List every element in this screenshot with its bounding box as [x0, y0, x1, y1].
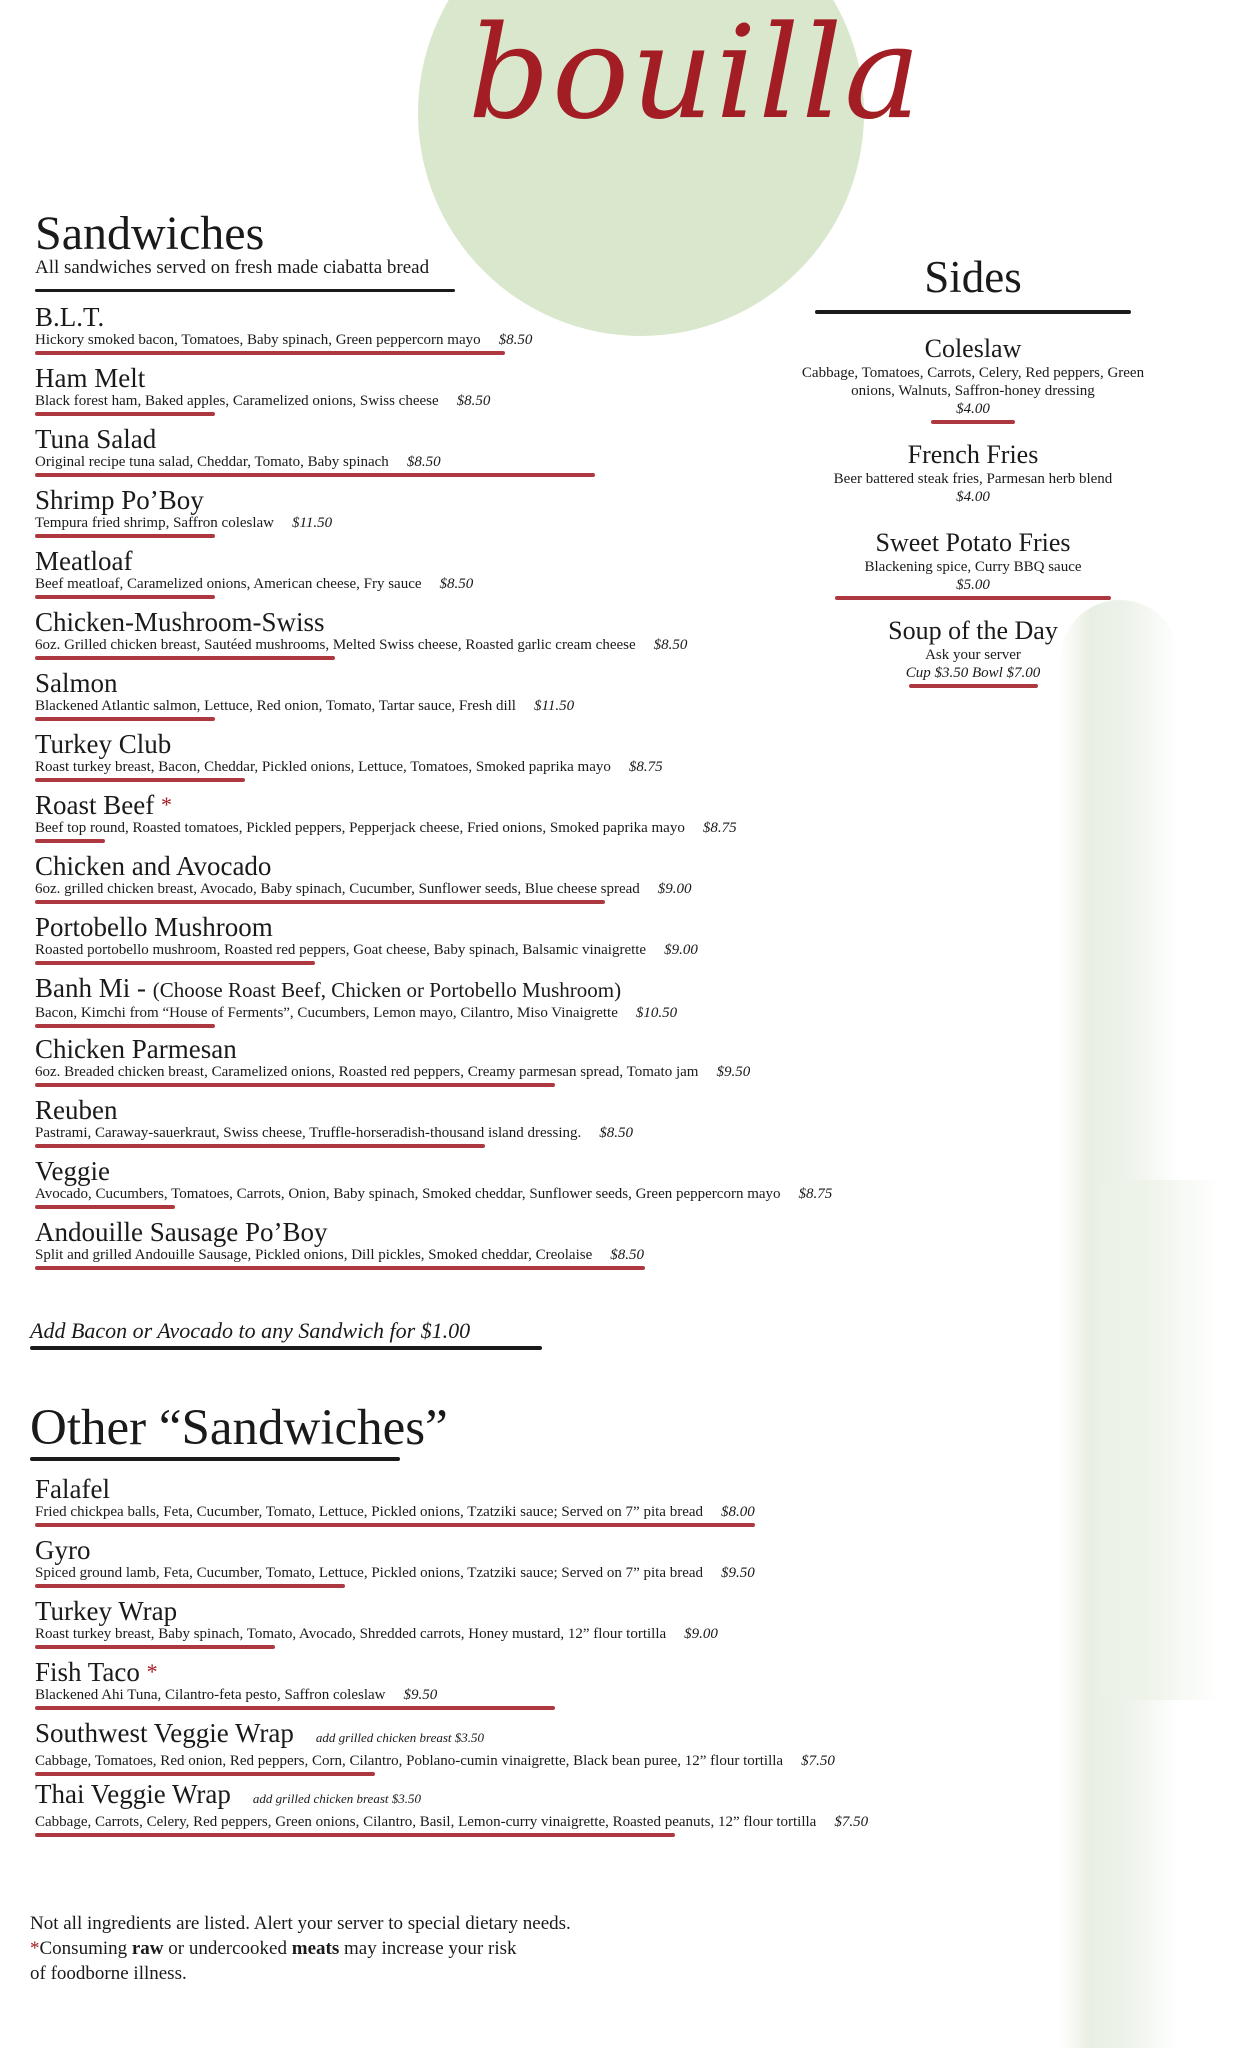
item-price: $8.00: [721, 1504, 755, 1520]
item-name-line: [35, 1657, 1035, 1687]
menu-item: [35, 851, 1035, 912]
item-description-line: [35, 942, 1035, 959]
dietary-note-line: Not all ingredients are listed. Alert your server to special dietary needs.: [30, 1913, 571, 1934]
sandwiches-title: Sandwiches: [35, 207, 265, 260]
item-description: Hickory smoked bacon, Tomatoes, Baby spinach, Green peppercorn mayo: [35, 332, 481, 348]
item-description-line: [35, 1626, 1035, 1643]
side-underline: [931, 420, 1015, 424]
sides-section: [800, 252, 1146, 704]
item-description: Roast turkey breast, Baby spinach, Tomato, Avocado, Shredded carrots, Honey mustard, 12” flour tortilla: [35, 1626, 667, 1642]
sandwiches-subtitle: All sandwiches served on fresh made ciabatta bread: [35, 257, 430, 278]
item-description: Beef meatloaf, Caramelized onions, American cheese, Fry sauce: [35, 576, 422, 592]
item-description-line: [35, 1186, 1035, 1203]
item-price: $8.75: [628, 759, 663, 775]
item-underline: [35, 1645, 275, 1649]
menu-item: [35, 1718, 1035, 1779]
sides-title: Sides: [924, 252, 1022, 302]
item-choice: (Choose Roast Beef, Chicken or Portobello Mushroom): [152, 978, 622, 1002]
item-price: $11.50: [292, 515, 333, 531]
side-item: [800, 334, 1146, 424]
divider: [30, 1457, 400, 1461]
item-name: Gyro: [35, 1535, 91, 1565]
item-underline: [35, 1772, 375, 1776]
item-name: Southwest Veggie Wrap: [35, 1718, 294, 1748]
item-description-line: [35, 1064, 1035, 1081]
item-description: Tempura fried shrimp, Saffron coleslaw: [35, 515, 275, 531]
item-name-line: [35, 1095, 1035, 1125]
item-description: Blackened Ahi Tuna, Cilantro-feta pesto, Saffron coleslaw: [35, 1687, 386, 1703]
side-price: $4.00: [956, 401, 990, 417]
item-underline: [35, 961, 315, 965]
item-underline: [35, 1024, 215, 1028]
menu-item: [35, 973, 1035, 1034]
item-name: Chicken and Avocado: [35, 851, 272, 881]
side-description: Ask your server: [925, 647, 1021, 663]
item-name-line: [35, 1217, 1035, 1247]
item-price: $10.50: [635, 1005, 678, 1021]
side-name: Coleslaw: [924, 334, 1022, 363]
item-description: 6oz. Grilled chicken breast, Sautéed mushrooms, Melted Swiss cheese, Roasted garlic cream cheese: [35, 637, 636, 653]
consumer-advisory-line: of foodborne illness.: [30, 1963, 187, 1984]
side-description: Blackening spice, Curry BBQ sauce: [864, 559, 1082, 575]
item-description: Roasted portobello mushroom, Roasted red peppers, Goat cheese, Baby spinach, Balsamic vinaigrette: [35, 942, 647, 958]
item-underline: [35, 1584, 345, 1588]
menu-item: [35, 790, 1035, 851]
item-name-line: [35, 973, 1035, 1005]
item-underline: [35, 656, 335, 660]
side-item: [800, 528, 1146, 600]
item-underline: [35, 534, 215, 538]
item-underline: [35, 1523, 755, 1527]
item-name: Roast Beef: [35, 790, 155, 820]
item-name-line: [35, 1156, 1035, 1186]
item-description: 6oz. Breaded chicken breast, Caramelized onions, Roasted red peppers, Creamy parmesan spread, Tomato jam: [35, 1064, 699, 1080]
side-name: Sweet Potato Fries: [875, 528, 1071, 557]
menu-item: [35, 1217, 1035, 1278]
item-name-line: [35, 790, 1035, 820]
item-price: $8.75: [798, 1186, 833, 1202]
menu-item: [35, 1657, 1035, 1718]
menu-item: [35, 729, 1035, 790]
item-name: Falafel: [35, 1474, 110, 1504]
divider: [815, 310, 1131, 314]
item-price: $11.50: [533, 698, 575, 714]
side-price: Cup $3.50 Bowl $7.00: [905, 665, 1041, 681]
item-description-line: [35, 881, 1035, 898]
dietary-note: [30, 1911, 571, 1986]
item-underline: [35, 839, 105, 843]
divider: [35, 289, 455, 292]
item-price: $9.00: [657, 881, 692, 897]
item-price: $7.50: [834, 1814, 869, 1830]
side-underline: [909, 684, 1038, 688]
item-name-line: [35, 1034, 1035, 1064]
item-name-line: [35, 1474, 1035, 1504]
item-description: Original recipe tuna salad, Cheddar, Tomato, Baby spinach: [35, 454, 389, 470]
item-price: $8.50: [406, 454, 441, 470]
item-name: Shrimp Po’Boy: [35, 485, 204, 515]
item-description: Avocado, Cucumbers, Tomatoes, Carrots, Onion, Baby spinach, Smoked cheddar, Sunflower seeds, Green peppercorn mayo: [35, 1186, 781, 1202]
item-description: Beef top round, Roasted tomatoes, Pickled peppers, Pepperjack cheese, Fried onions, Smoked paprika mayo: [35, 820, 685, 836]
raw-warning-star: *: [160, 792, 172, 817]
item-description: Black forest ham, Baked apples, Caramelized onions, Swiss cheese: [35, 393, 439, 409]
other-sandwiches-title: Other “Sandwiches”: [30, 1400, 448, 1456]
item-underline: [35, 595, 215, 599]
divider: [30, 1346, 542, 1350]
item-description-line: [35, 1814, 1035, 1831]
menu-item: [35, 1779, 1035, 1840]
item-description: Spiced ground lamb, Feta, Cucumber, Tomato, Lettuce, Pickled onions, Tzatziki sauce; Served on 7” pita bread: [35, 1565, 704, 1581]
add-on-note: Add Bacon or Avocado to any Sandwich for $1.00: [30, 1318, 471, 1343]
side-item: [800, 616, 1146, 688]
item-description: 6oz. grilled chicken breast, Avocado, Baby spinach, Cucumber, Sunflower seeds, Blue cheese spread: [35, 881, 640, 897]
item-underline: [35, 412, 215, 416]
item-price: $8.50: [610, 1247, 644, 1263]
menu-item: [35, 1474, 1035, 1535]
side-price: $4.00: [956, 489, 990, 505]
item-price: $9.50: [716, 1064, 751, 1080]
menu-item: [35, 1596, 1035, 1657]
raw-warning-star: *: [146, 1659, 158, 1684]
menu-item: [35, 912, 1035, 973]
item-underline: [35, 900, 605, 904]
item-underline: [35, 1083, 555, 1087]
item-name: Meatloaf: [35, 546, 133, 576]
item-description: Roast turkey breast, Bacon, Cheddar, Pickled onions, Lettuce, Tomatoes, Smoked paprika mayo: [35, 759, 611, 775]
item-name: Reuben: [35, 1095, 118, 1125]
item-name: Turkey Club: [35, 729, 172, 759]
item-name: Fish Taco: [35, 1657, 140, 1687]
side-description: Beer battered steak fries, Parmesan herb blend: [833, 471, 1113, 487]
item-description: Cabbage, Tomatoes, Red onion, Red peppers, Corn, Cilantro, Poblano-cumin vinaigrette, Black bean puree, 12” flour tortilla: [35, 1753, 784, 1769]
item-name-line: [35, 1535, 1035, 1565]
item-underline: [35, 1833, 675, 1837]
item-price: $8.75: [702, 820, 737, 836]
item-price: $8.50: [653, 637, 688, 653]
item-underline: [35, 1205, 175, 1209]
item-name-line: [35, 851, 1035, 881]
item-name-line: [35, 1779, 1035, 1814]
item-underline: [35, 778, 245, 782]
side-name: French Fries: [907, 440, 1039, 469]
side-name: Soup of the Day: [888, 616, 1058, 645]
item-addon: add grilled chicken breast $3.50: [315, 1730, 485, 1745]
item-description-line: [35, 820, 1035, 837]
item-description: Fried chickpea balls, Feta, Cucumber, Tomato, Lettuce, Pickled onions, Tzatziki sauce; Served on 7” pita bread: [35, 1504, 704, 1520]
item-price: $9.00: [664, 942, 698, 958]
item-price: $8.50: [456, 393, 491, 409]
item-underline: [35, 473, 595, 477]
item-name-line: [35, 1718, 1035, 1753]
item-description-line: [35, 1687, 1035, 1704]
item-underline: [35, 1144, 485, 1148]
item-description-line: [35, 1565, 1035, 1582]
item-price: $8.50: [498, 332, 533, 348]
item-description-line: [35, 759, 1035, 776]
item-description-line: [35, 1247, 1035, 1264]
item-description-line: [35, 1005, 1035, 1022]
item-description-line: [35, 1504, 1035, 1521]
item-name-line: [35, 1596, 1035, 1626]
item-name: Thai Veggie Wrap: [35, 1779, 231, 1809]
side-underline: [835, 596, 1111, 600]
item-name-line: [35, 912, 1035, 942]
item-name: Ham Melt: [35, 363, 146, 393]
side-description: Cabbage, Tomatoes, Carrots, Celery, Red peppers, Green onions, Walnuts, Saffron-honey dressing: [801, 365, 1145, 399]
menu-item: [35, 1156, 1035, 1217]
item-description: Blackened Atlantic salmon, Lettuce, Red onion, Tomato, Tartar sauce, Fresh dill: [35, 698, 516, 714]
item-name: Andouille Sausage Po’Boy: [35, 1217, 328, 1247]
other-sandwich-list: [35, 1474, 1035, 1840]
side-item: [800, 440, 1146, 512]
item-price: $9.00: [684, 1626, 718, 1642]
item-underline: [35, 717, 215, 721]
item-name: Banh Mi -: [35, 973, 153, 1003]
item-name: Chicken-Mushroom-Swiss: [35, 607, 325, 637]
item-addon: add grilled chicken breast $3.50: [252, 1791, 421, 1806]
logo: bouilla: [468, 0, 923, 148]
menu-item: [35, 1034, 1035, 1095]
item-underline: [35, 1266, 645, 1270]
item-price: $9.50: [403, 1687, 438, 1703]
item-description: Pastrami, Caraway-sauerkraut, Swiss cheese, Truffle-horseradish-thousand island dressing.: [35, 1125, 582, 1141]
item-description: Bacon, Kimchi from “House of Ferments”, Cucumbers, Lemon mayo, Cilantro, Miso Vinaigrette: [35, 1005, 618, 1021]
advisory-star: *: [30, 1938, 40, 1959]
item-underline: [35, 1706, 555, 1710]
item-price: $8.50: [599, 1125, 634, 1141]
brush-stroke-decoration: [1090, 1180, 1220, 1700]
item-price: $8.50: [439, 576, 474, 592]
menu-item: [35, 1535, 1035, 1596]
item-name: Turkey Wrap: [35, 1596, 178, 1626]
item-description-line: [35, 1753, 1035, 1770]
item-description-line: [35, 1125, 1035, 1142]
item-name: Veggie: [35, 1156, 110, 1186]
item-name: Salmon: [35, 668, 118, 698]
item-price: $7.50: [801, 1753, 835, 1769]
item-description: Split and grilled Andouille Sausage, Pickled onions, Dill pickles, Smoked cheddar, Creolaise: [35, 1247, 593, 1263]
item-name-line: [35, 729, 1035, 759]
item-price: $9.50: [721, 1565, 755, 1581]
item-name: Portobello Mushroom: [35, 912, 273, 942]
item-underline: [35, 351, 505, 355]
side-price: $5.00: [956, 577, 990, 593]
item-description: Cabbage, Carrots, Celery, Red peppers, Green onions, Cilantro, Basil, Lemon-curry vinaigrette, Roasted peanuts, 12” flour tortilla: [35, 1814, 817, 1830]
sides-list: [800, 334, 1146, 688]
item-name: Tuna Salad: [35, 424, 157, 454]
item-name: Chicken Parmesan: [35, 1034, 237, 1064]
menu-item: [35, 1095, 1035, 1156]
consumer-advisory: *Consuming raw or undercooked meats may increase your risk: [30, 1938, 517, 1959]
item-name: B.L.T.: [35, 302, 105, 332]
